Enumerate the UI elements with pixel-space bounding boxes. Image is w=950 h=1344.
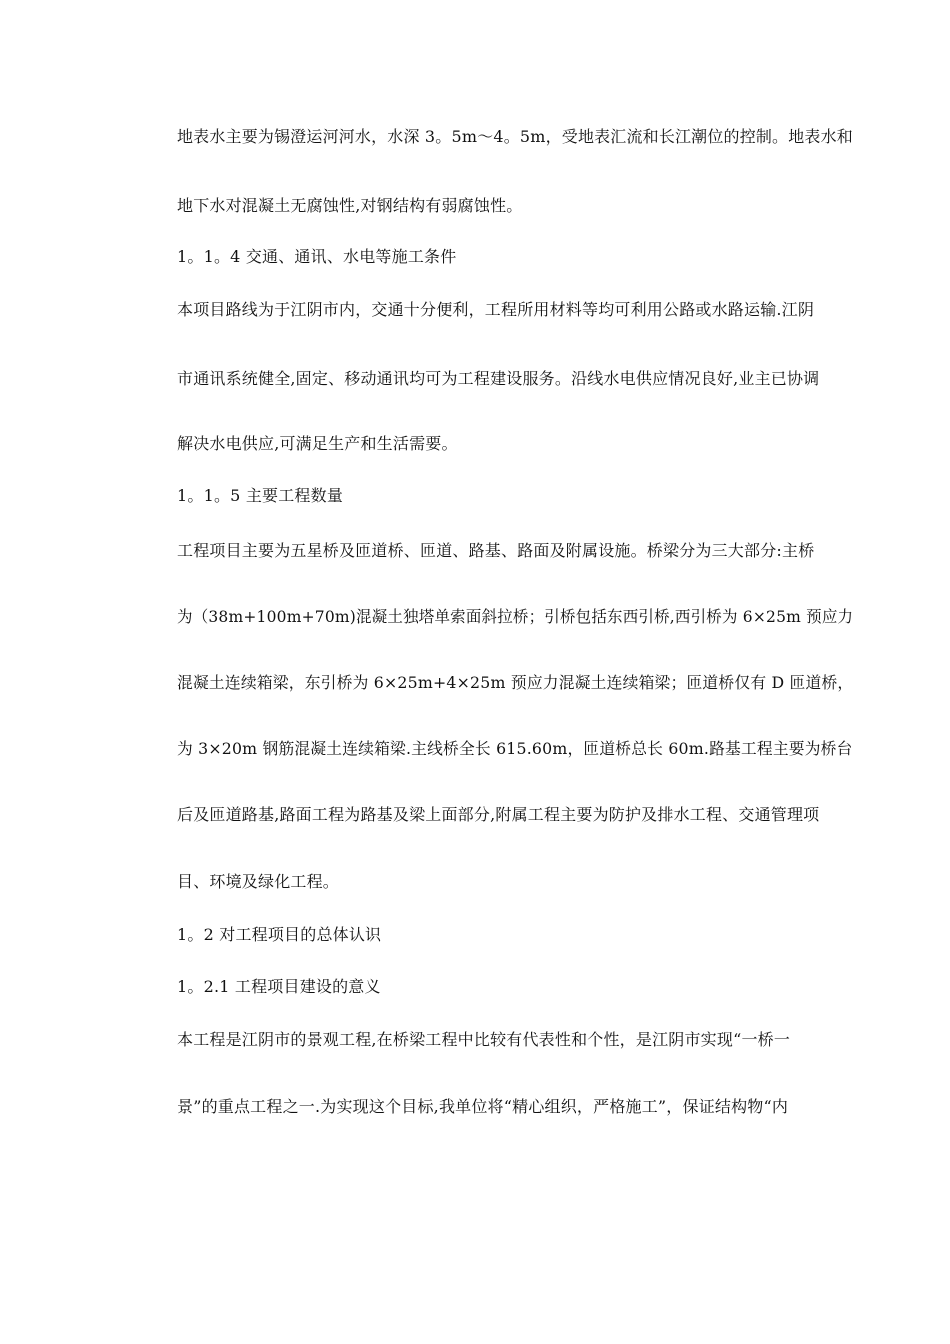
section-heading: 1。2.1 工程项目建设的意义 bbox=[177, 977, 381, 996]
body-text-line: 为（38m+100m+70m)混凝土独塔单索面斜拉桥；引桥包括东西引桥,西引桥为 6×25m 预应力 bbox=[177, 607, 854, 626]
section-heading: 1。2 对工程项目的总体认识 bbox=[177, 925, 382, 944]
body-text-line: 市通讯系统健全,固定、移动通讯均可为工程建设服务。沿线水电供应情况良好,业主已协调 bbox=[177, 369, 820, 388]
body-text-line: 后及匝道路基,路面工程为路基及梁上面部分,附属工程主要为防护及排水工程、交通管理项 bbox=[177, 805, 820, 824]
body-text-line: 本项目路线为于江阴市内，交通十分便利，工程所用材料等均可利用公路或水路运输.江阴 bbox=[177, 300, 815, 319]
section-heading: 1。1。4 交通、通讯、水电等施工条件 bbox=[177, 247, 457, 266]
body-text-line: 本工程是江阴市的景观工程,在桥梁工程中比较有代表性和个性，是江阴市实现“一桥一 bbox=[177, 1030, 791, 1049]
body-text-line: 混凝土连续箱梁，东引桥为 6×25m+4×25m 预应力混凝土连续箱梁；匝道桥仅有 D 匝道桥， bbox=[177, 673, 854, 692]
body-text-line: 地表水主要为锡澄运河河水，水深 3。5m～4。5m，受地表汇流和长江潮位的控制。地表水和 bbox=[177, 127, 853, 146]
body-text-line: 解决水电供应,可满足生产和生活需要。 bbox=[177, 434, 458, 453]
section-heading: 1。1。5 主要工程数量 bbox=[177, 486, 344, 505]
body-text-line: 工程项目主要为五星桥及匝道桥、匝道、路基、路面及附属设施。桥梁分为三大部分:主桥 bbox=[177, 541, 815, 560]
body-text-line: 地下水对混凝土无腐蚀性,对钢结构有弱腐蚀性。 bbox=[177, 196, 523, 215]
body-text-line: 目、环境及绿化工程。 bbox=[177, 872, 340, 891]
body-text-line: 为 3×20m 钢筋混凝土连续箱梁.主线桥全长 615.60m，匝道桥总长 60m.路基工程主要为桥台 bbox=[177, 739, 853, 758]
body-text-line: 景”的重点工程之一.为实现这个目标,我单位将“精心组织，严格施工”，保证结构物“内 bbox=[177, 1097, 789, 1116]
